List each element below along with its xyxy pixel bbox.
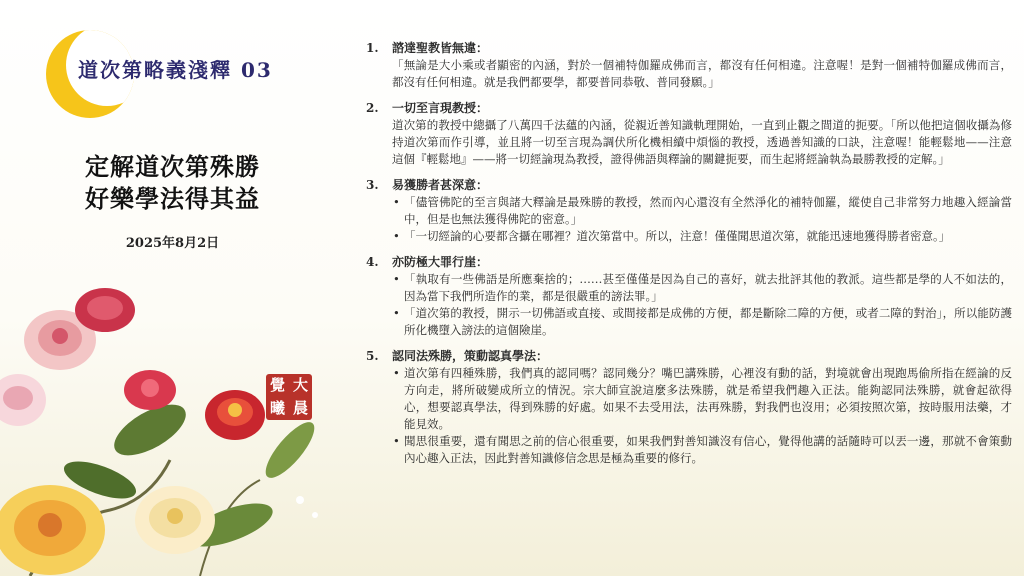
bullet-list	[366, 271, 1012, 339]
section-heading	[366, 40, 1012, 57]
section-heading	[366, 348, 1012, 365]
series-title: 道次第略義淺釋 03	[78, 58, 273, 82]
section-1	[366, 40, 1012, 91]
section-title: 一切至言現教授：	[392, 101, 489, 115]
section-5	[366, 348, 1012, 467]
bullet-item: • 「執取有一些佛語是所應棄捨的；……甚至僅僅是因為自己的喜好，就去批評其他的教派。這些都是學的人不如法的，因為當下我們所造作的業，都是很嚴重的謗法罪。」	[392, 271, 1012, 305]
bullet-list	[366, 194, 1012, 245]
peony-flowers-illustration	[0, 280, 345, 576]
section-heading	[366, 177, 1012, 194]
section-3	[366, 177, 1012, 245]
section-number: 2.	[366, 101, 379, 115]
section-title: 易獲勝者甚深意：	[392, 178, 489, 192]
bullet-list	[366, 365, 1012, 467]
main-title-line2: 好樂學法得其益	[85, 184, 260, 213]
section-4	[366, 254, 1012, 339]
bullet-item: • 「儘管佛陀的至言與諸大釋論是最殊勝的教授，然而內心還沒有全然淨化的補特伽羅，縱使自己非常努力地趣入經論當中，但是也無法獲得佛陀的密意。」	[392, 194, 1012, 228]
section-number: 1.	[366, 41, 379, 55]
left-panel	[0, 0, 345, 576]
bullet-item: • 聞思很重要，還有聞思之前的信心很重要，如果我們對善知識沒有信心，覺得他講的話隨時可以丟一邊，那就不會策動內心趣入正法，因此對善知識修信念思是極為重要的修行。	[392, 433, 1012, 467]
section-paragraph: 「無論是大小乘或者顯密的內涵，對於一個補特伽羅成佛而言，都沒有任何相違。注意喔！是對一個補特伽羅成佛而言，都沒有任何相違。就是我們都要學，都要普同恭敬、普同發願。」	[392, 58, 1012, 89]
section-heading	[366, 254, 1012, 271]
bullet-item: • 「道次第的教授，開示一切佛語或直接、或間接都是成佛的方便，都是斷除二障的方便，或者二障的對治」，所以能防護所化機墮入謗法的這個險崖。	[392, 305, 1012, 339]
section-title: 亦防極大罪行崖：	[392, 255, 489, 269]
section-heading	[366, 100, 1012, 117]
seal-stamp: 覺 大 曦 晨	[266, 374, 312, 420]
section-number: 4.	[366, 255, 379, 269]
section-number: 5.	[366, 349, 379, 363]
section-2	[366, 100, 1012, 168]
section-title: 認同法殊勝，策動認真學法：	[392, 349, 549, 363]
section-title: 諮達聖教皆無違：	[392, 41, 489, 55]
date: 2025年8月2日	[125, 236, 220, 251]
content-panel	[366, 40, 1012, 476]
bullet-item: • 道次第有四種殊勝，我們真的認同嗎？認同幾分？嘴巴講殊勝，心裡沒有動的話，對境就會出現跑馬偷所指在經論的反方向走，將所破變成所立的情況。宗大師宣說這麼多法殊勝，就是希望我們趣入正法。能夠認同法殊勝，就會起欲得心，想要認真學法，得到殊勝的好處。如果不去受用法，法再殊勝，對我們也沒用；必須按照次第，按時服用法藥，才能見效。	[392, 365, 1012, 433]
section-number: 3.	[366, 178, 379, 192]
section-paragraph: 道次第的教授中總攝了八萬四千法蘊的內涵，從親近善知識軌理開始，一直到止觀之間道的扼要。「所以他把這個收攝為修持道次第而作引導，並且將一切至言現為調伏所化機相續中煩惱的教授，透過善知識的口訣，注意喔！能輕鬆地——注意這個『輕鬆地』——將一切經論現為教授，證得佛語與釋論的關鍵扼要，而生起將經論執為最勝教授的定解。」	[392, 118, 1012, 166]
main-title-line1: 定解道次第殊勝	[85, 152, 260, 181]
bullet-item: • 「一切經論的心要都含攝在哪裡？道次第當中。所以，注意！僅僅聞思道次第，就能迅速地獲得勝者密意。」	[392, 228, 1012, 245]
